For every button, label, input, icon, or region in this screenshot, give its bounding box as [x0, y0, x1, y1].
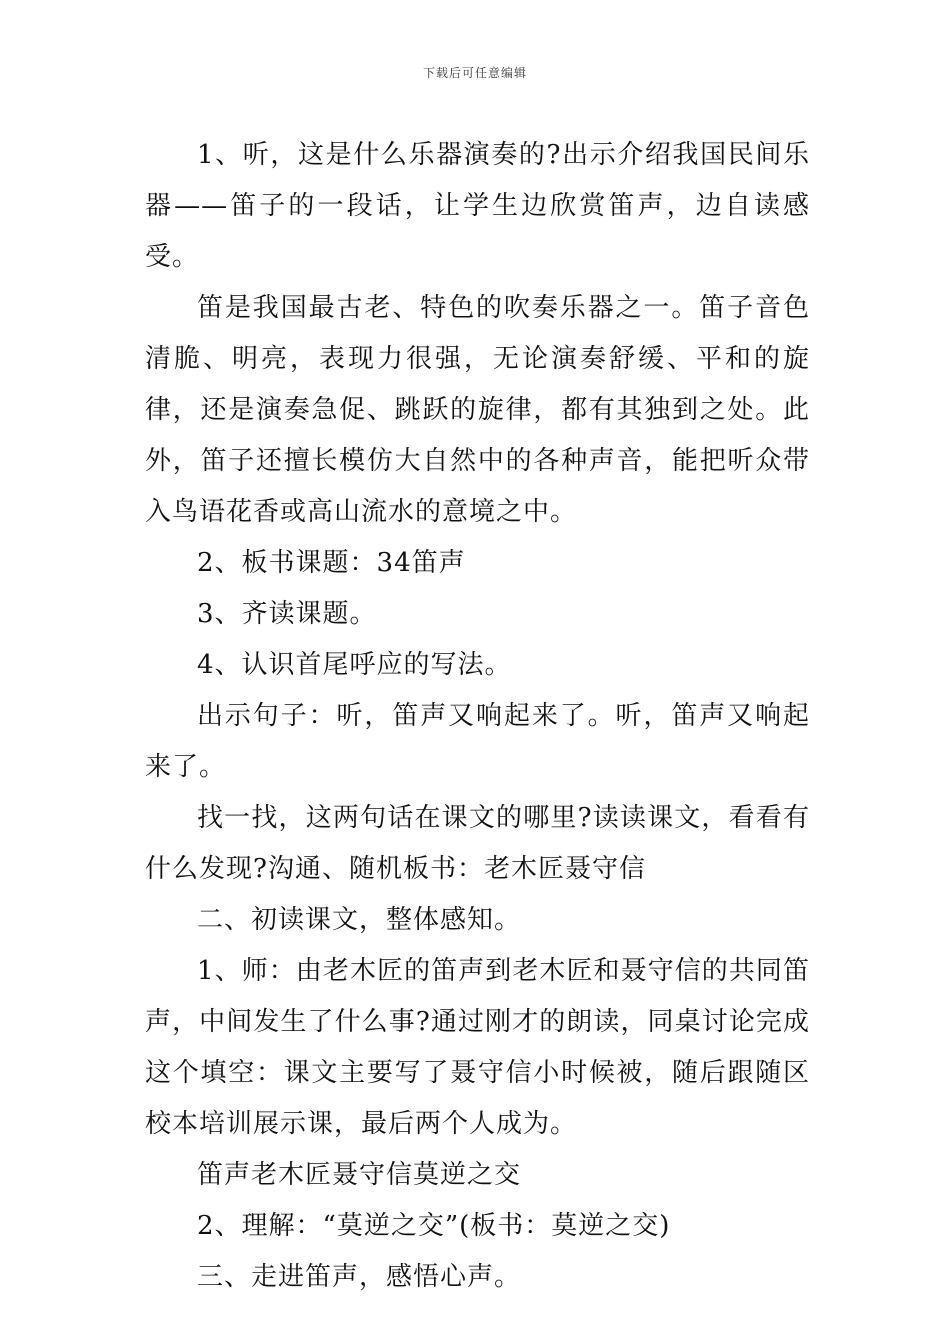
paragraph: 笛声老木匠聂守信莫逆之交	[197, 1160, 522, 1190]
page-header: 下载后可任意编辑	[422, 66, 527, 80]
paragraph: 3、齐读课题。	[197, 599, 377, 629]
document-body	[145, 130, 810, 1303]
paragraph: 2、理解：“莫逆之交”(板书：莫逆之交)	[197, 1211, 671, 1241]
paragraph: 4、认识首尾呼应的写法。	[197, 650, 512, 680]
paragraph: 找一找，这两句话在课文的哪里?读读课文，看看有什么发现?沟通、随机板书：老木匠聂守信	[145, 803, 810, 884]
paragraph: 1、师：由老木匠的笛声到老木匠和聂守信的共同笛声，中间发生了什么事?通过刚才的朗读，同桌讨论完成这个填空：课文主要写了聂守信小时候被，随后跟随区校本培训展示课，最后两个人成为。	[145, 956, 810, 1139]
paragraph: 笛是我国最古老、特色的吹奏乐器之一。笛子音色清脆、明亮，表现力很强，无论演奏舒缓、平和的旋律，还是演奏急促、跳跃的旋律，都有其独到之处。此外，笛子还擅长模仿大自然中的各种声音，能把听众带入鸟语花香或高山流水的意境之中。	[145, 293, 810, 527]
paragraph: 2、板书课题：34笛声	[197, 548, 466, 578]
section-heading: 二、初读课文，整体感知。	[197, 905, 522, 935]
paragraph: 1、听，这是什么乐器演奏的?出示介绍我国民间乐器——笛子的一段话，让学生边欣赏笛声，边自读感受。	[145, 140, 810, 272]
paragraph: 出示句子：听，笛声又响起来了。听，笛声又响起来了。	[145, 701, 810, 782]
section-heading: 三、走进笛声，感悟心声。	[197, 1262, 522, 1292]
